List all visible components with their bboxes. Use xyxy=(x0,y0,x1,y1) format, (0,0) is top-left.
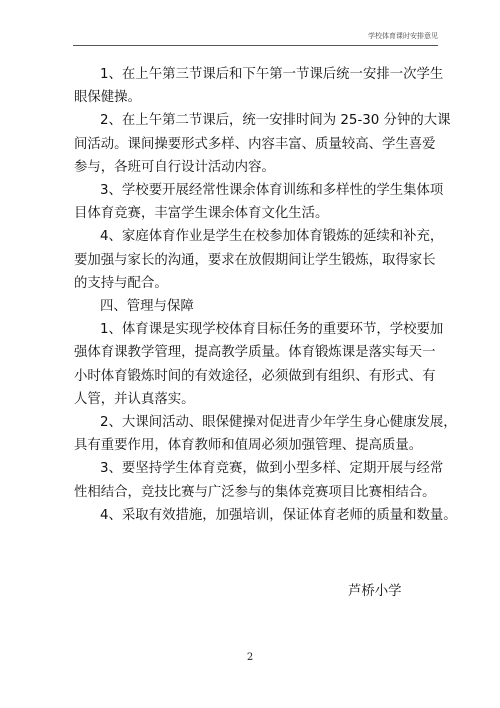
paragraph-line: 性相结合，竞技比赛与广泛参与的集体竞赛项目比赛相结合。 xyxy=(74,484,436,500)
paragraph-line: 2、大课间活动、眼保健操对促进青少年学生身心健康发展， xyxy=(100,415,457,431)
paragraph-line: 2、在上午第二节课后，统一安排时间为 25-30 分钟的大课 xyxy=(100,113,451,129)
running-header: 学校体育课时安排意见 xyxy=(368,32,438,40)
section-heading-text: 四、管理与保障 xyxy=(100,299,194,315)
paragraph-line: 目体育竞赛，丰富学生课余体育文化生活。 xyxy=(74,206,329,222)
paragraph-line: 3、要坚持学生体育竞赛，做到小型多样、定期开展与经常 xyxy=(100,461,444,477)
paragraph-line: 4、家庭体育作业是学生在校参加体育锻炼的延续和补充， xyxy=(100,229,444,245)
paragraph-line: 间活动。课间操要形式多样、内容丰富、质量较高、学生喜爱 xyxy=(74,136,436,152)
section-heading xyxy=(74,295,439,318)
paragraph-line: 参与，各班可自行设计活动内容。 xyxy=(74,159,275,175)
signature: 芦桥小学 xyxy=(348,584,402,599)
paragraph-6 xyxy=(74,411,457,457)
paragraph-line: 要加强与家长的沟通，要求在放假期间让学生锻炼，取得家长 xyxy=(74,252,436,268)
paragraph-line: 人管，并认真落实。 xyxy=(74,391,195,407)
paragraph-3 xyxy=(74,179,444,225)
paragraph-line: 的支持与配合。 xyxy=(74,275,168,291)
paragraph-line: 小时体育锻炼时间的有效途径，必须做到有组织、有形式、有 xyxy=(74,368,436,384)
paragraph-line: 4、采取有效措施，加强培训，保证体育老师的质量和数量。 xyxy=(100,507,457,523)
paragraph-line: 眼保健操。 xyxy=(74,90,141,106)
paragraph-line: 1、体育课是实现学校体育目标任务的重要环节，学校要加 xyxy=(100,322,444,338)
paragraph-5 xyxy=(74,318,444,411)
paragraph-8 xyxy=(74,504,457,527)
paragraph-line: 强体育课教学管理，提高教学质量。体育锻炼课是落实每天一 xyxy=(74,345,436,361)
paragraph-2 xyxy=(74,109,451,179)
header-rule xyxy=(73,45,438,46)
document-body xyxy=(74,63,457,527)
paragraph-line: 1、在上午第三节课后和下午第一节课后统一安排一次学生 xyxy=(100,67,444,82)
page-number: 2 xyxy=(246,652,254,663)
paragraph-7 xyxy=(74,457,444,503)
paragraph-4 xyxy=(74,225,444,295)
paragraph-line: 3、学校要开展经常性课余体育训练和多样性的学生集体项 xyxy=(100,183,444,199)
paragraph-line: 具有重要作用，体育教师和值周必须加强管理、提高质量。 xyxy=(74,438,423,454)
paragraph-1 xyxy=(74,63,444,109)
